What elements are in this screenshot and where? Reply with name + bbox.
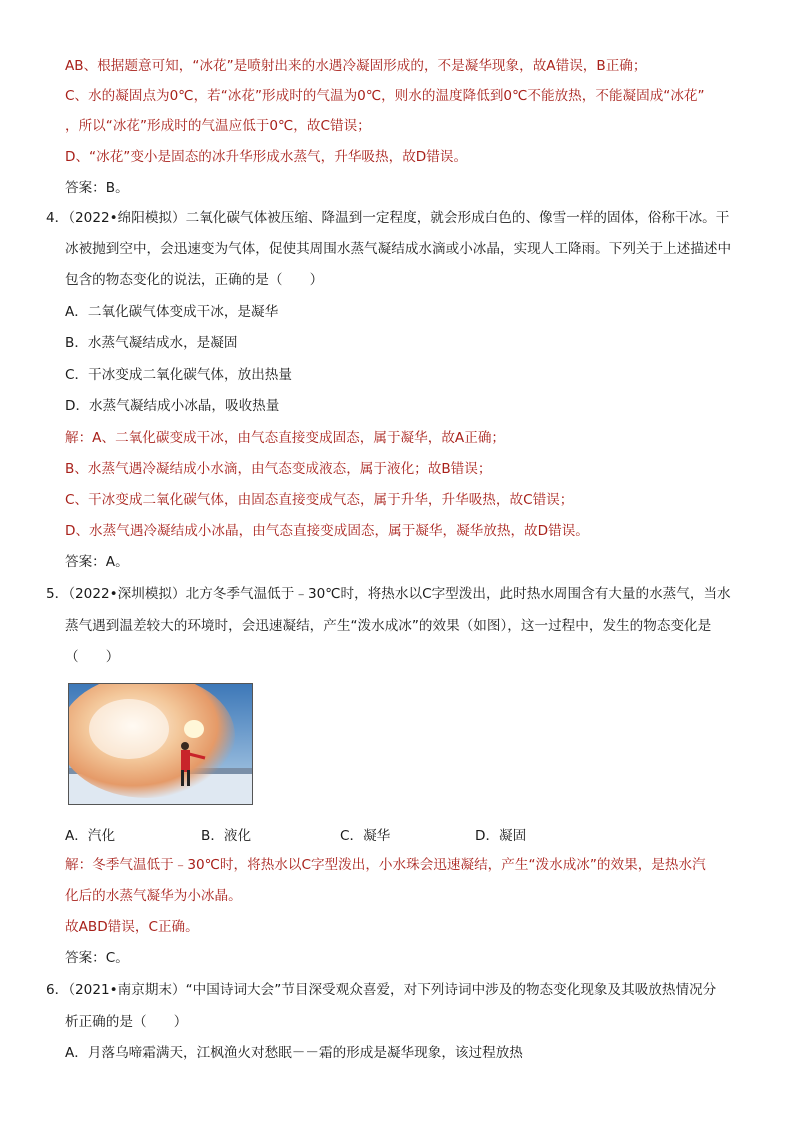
sol3-ab: AB、根据题意可知，“冰花”是喷射出来的水遇冷凝固形成的，不是凝华现象，故A错误，B正确； [65, 58, 647, 74]
answer-5: 答案：C。 [65, 950, 129, 966]
q4-stem-line3: 包含的物态变化的说法，正确的是（ ） [65, 272, 324, 288]
q5-option-d: D．凝固 [475, 828, 527, 844]
q4-solution-d: D、水蒸气遇冷凝结成小冰晶，由气态直接变成固态，属于凝华，凝华放热，故D错误。 [65, 523, 589, 539]
q5-solution-line1: 解：冬季气温低于﹣30℃时，将热水以C字型泼出，小水珠会迅速凝结，产生“泼水成冰”的效果，是热水汽 [65, 857, 706, 873]
answer-3: 答案：B。 [65, 180, 129, 196]
q4-solution-a: 解：A、二氧化碳变成干冰，由气态直接变成固态，属于凝华，故A正确； [65, 430, 506, 446]
q4-option-c: C．干冰变成二氧化碳气体，放出热量 [65, 367, 292, 383]
splash-ice-illustration [69, 684, 252, 804]
q4-option-a: A．二氧化碳气体变成干冰，是凝华 [65, 304, 279, 320]
q4-stem-line1: 4．（2022•绵阳模拟）二氧化碳气体被压缩、降温到一定程度，就会形成白色的、像雪一样的固体，俗称干冰。干 [46, 210, 730, 226]
sol3-c-line1: C、水的凝固点为0℃，若“冰花”形成时的气温为0℃，则水的温度降低到0℃不能放热，不能凝固成“冰花” [65, 88, 705, 104]
q5-stem-line1: 5．（2022•深圳模拟）北方冬季气温低于﹣30℃时，将热水以C字型泼出，此时热水周围含有大量的水蒸气，当水 [46, 586, 731, 602]
q4-option-d: D．水蒸气凝结成小冰晶，吸收热量 [65, 398, 280, 414]
q5-options [65, 824, 665, 842]
q6-stem-line2: 析正确的是（ ） [65, 1014, 188, 1030]
answer-4: 答案：A。 [65, 554, 129, 570]
q5-option-c: C．凝华 [340, 828, 391, 844]
sol3-d: D、“冰花”变小是固态的冰升华形成水蒸气，升华吸热，故D错误。 [65, 149, 468, 165]
q6-option-a: A．月落乌啼霜满天，江枫渔火对愁眠－－霜的形成是凝华现象，该过程放热 [65, 1045, 523, 1061]
q4-solution-b: B、水蒸气遇冷凝结成小水滴，由气态变成液态，属于液化；故B错误； [65, 461, 492, 477]
q5-stem-line2: 蒸气遇到温差较大的环境时，会迅速凝结，产生“泼水成冰”的效果（如图），这一过程中，发生的物态变化是 [65, 618, 712, 634]
q5-solution-line2: 化后的水蒸气凝华为小冰晶。 [65, 888, 242, 904]
q6-stem-line1: 6．（2021•南京期末）“中国诗词大会”节目深受观众喜爱，对下列诗词中涉及的物态变化现象及其吸放热情况分 [46, 982, 717, 998]
splash-ice-photo [68, 683, 253, 805]
q4-stem-line2: 冰被抛到空中，会迅速变为气体，促使其周围水蒸气凝结成水滴或小冰晶，实现人工降雨。下列关于上述描述中 [65, 241, 732, 257]
q5-option-b: B．液化 [201, 828, 252, 844]
q5-option-a: A．汽化 [65, 828, 116, 844]
q4-solution-c: C、干冰变成二氧化碳气体，由固态直接变成气态，属于升华，升华吸热，故C错误； [65, 492, 574, 508]
q4-option-b: B．水蒸气凝结成水，是凝固 [65, 335, 238, 351]
q5-solution-line3: 故ABD错误，C正确。 [65, 919, 199, 935]
q5-stem-line3: （ ） [65, 649, 120, 665]
sol3-c-line2: ，所以“冰花”形成时的气温应低于0℃，故C错误； [65, 118, 371, 134]
